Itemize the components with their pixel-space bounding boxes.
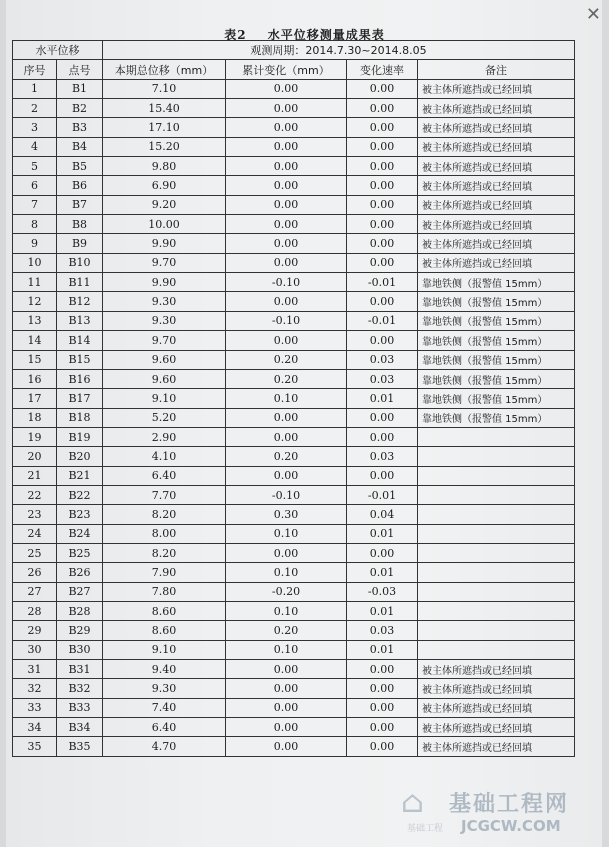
cell-total-displacement: 15.20 (103, 137, 226, 156)
cell-point: B28 (57, 601, 103, 620)
cell-remarks: 被主体所遮挡或已经回填 (418, 698, 575, 717)
cell-index: 7 (13, 195, 57, 214)
cell-total-displacement: 9.60 (103, 350, 226, 369)
cell-index: 3 (13, 118, 57, 137)
cell-index: 9 (13, 234, 57, 253)
cell-point: B4 (57, 137, 103, 156)
cell-index: 25 (13, 543, 57, 562)
cell-cumulative-change: 0.00 (226, 118, 347, 137)
table-row (13, 447, 575, 466)
cell-cumulative-change: -0.10 (226, 311, 347, 330)
cell-point: B20 (57, 447, 103, 466)
cell-cumulative-change: 0.20 (226, 447, 347, 466)
cell-point: B15 (57, 350, 103, 369)
cell-remarks (418, 447, 575, 466)
cell-cumulative-change: 0.00 (226, 176, 347, 195)
cell-change-rate: 0.00 (347, 234, 418, 253)
cell-point: B9 (57, 234, 103, 253)
col-header-index: 序号 (13, 60, 57, 79)
cell-change-rate: 0.00 (347, 427, 418, 446)
cell-index: 11 (13, 273, 57, 292)
cell-remarks (418, 485, 575, 504)
cell-remarks: 靠地铁侧（报警值 15mm） (418, 369, 575, 388)
cell-index: 26 (13, 563, 57, 582)
cell-change-rate: 0.00 (347, 253, 418, 272)
cell-total-displacement: 7.40 (103, 698, 226, 717)
cell-cumulative-change: 0.00 (226, 408, 347, 427)
table-row (13, 698, 575, 717)
cell-change-rate: -0.01 (347, 485, 418, 504)
cell-change-rate: 0.00 (347, 137, 418, 156)
cell-index: 5 (13, 157, 57, 176)
table-row (13, 737, 575, 756)
cell-cumulative-change: 0.00 (226, 157, 347, 176)
cell-index: 17 (13, 389, 57, 408)
cell-change-rate: 0.00 (347, 99, 418, 118)
cell-index: 6 (13, 176, 57, 195)
cell-index: 28 (13, 601, 57, 620)
table-row (13, 582, 575, 601)
watermark (401, 781, 601, 841)
cell-total-displacement: 6.90 (103, 176, 226, 195)
cell-total-displacement: 7.80 (103, 582, 226, 601)
cell-cumulative-change: -0.10 (226, 485, 347, 504)
cell-index: 34 (13, 718, 57, 737)
cell-index: 8 (13, 215, 57, 234)
cell-change-rate: 0.00 (347, 679, 418, 698)
cell-change-rate: 0.01 (347, 563, 418, 582)
cell-cumulative-change: 0.00 (226, 99, 347, 118)
col-header-point: 点号 (57, 60, 103, 79)
cell-remarks: 被主体所遮挡或已经回填 (418, 195, 575, 214)
cell-change-rate: 0.00 (347, 176, 418, 195)
header-row-2 (13, 60, 575, 79)
cell-change-rate: 0.00 (347, 292, 418, 311)
watermark-small: 基础工程 (407, 824, 444, 834)
cell-remarks: 被主体所遮挡或已经回填 (418, 176, 575, 195)
cell-total-displacement: 8.60 (103, 601, 226, 620)
cell-remarks: 靠地铁侧（报警值 15mm） (418, 408, 575, 427)
cell-cumulative-change: 0.00 (226, 137, 347, 156)
cell-index: 4 (13, 137, 57, 156)
table-row (13, 137, 575, 156)
cell-change-rate: 0.01 (347, 640, 418, 659)
cell-remarks: 被主体所遮挡或已经回填 (418, 679, 575, 698)
cell-cumulative-change: 0.10 (226, 601, 347, 620)
cell-total-displacement: 9.70 (103, 253, 226, 272)
cell-point: B11 (57, 273, 103, 292)
table-row (13, 640, 575, 659)
cell-point: B1 (57, 79, 103, 98)
cell-index: 16 (13, 369, 57, 388)
cell-point: B14 (57, 331, 103, 350)
cell-change-rate: 0.00 (347, 157, 418, 176)
table-row (13, 157, 575, 176)
cell-change-rate: 0.01 (347, 524, 418, 543)
cell-index: 19 (13, 427, 57, 446)
table-row (13, 543, 575, 562)
table-row (13, 524, 575, 543)
table-row (13, 369, 575, 388)
cell-point: B26 (57, 563, 103, 582)
cell-remarks (418, 601, 575, 620)
cell-point: B3 (57, 118, 103, 137)
cell-cumulative-change: 0.00 (226, 331, 347, 350)
cell-index: 30 (13, 640, 57, 659)
cell-change-rate: 0.03 (347, 350, 418, 369)
cell-remarks (418, 524, 575, 543)
cell-cumulative-change: 0.00 (226, 466, 347, 485)
cell-change-rate: 0.00 (347, 718, 418, 737)
cell-change-rate: 0.03 (347, 369, 418, 388)
table-row (13, 718, 575, 737)
cell-point: B5 (57, 157, 103, 176)
cell-point: B2 (57, 99, 103, 118)
table-row (13, 311, 575, 330)
cell-remarks: 靠地铁侧（报警值 15mm） (418, 273, 575, 292)
cell-total-displacement: 8.60 (103, 621, 226, 640)
cell-remarks: 靠地铁侧（报警值 15mm） (418, 350, 575, 369)
cell-point: B12 (57, 292, 103, 311)
cell-cumulative-change: 0.00 (226, 718, 347, 737)
cell-cumulative-change: 0.10 (226, 524, 347, 543)
cell-index: 33 (13, 698, 57, 717)
cell-total-displacement: 7.70 (103, 485, 226, 504)
cell-cumulative-change: 0.20 (226, 621, 347, 640)
cell-point: B24 (57, 524, 103, 543)
col-header-cumulative-change: 累计变化（mm） (226, 60, 347, 79)
cell-remarks: 被主体所遮挡或已经回填 (418, 137, 575, 156)
cell-total-displacement: 9.30 (103, 292, 226, 311)
table-row (13, 679, 575, 698)
cell-total-displacement: 8.20 (103, 505, 226, 524)
cell-cumulative-change: -0.10 (226, 273, 347, 292)
cell-change-rate: -0.01 (347, 311, 418, 330)
cell-index: 2 (13, 99, 57, 118)
cell-point: B13 (57, 311, 103, 330)
cell-change-rate: 0.00 (347, 543, 418, 562)
cell-point: B33 (57, 698, 103, 717)
cell-cumulative-change: 0.00 (226, 698, 347, 717)
table-row (13, 195, 575, 214)
cell-point: B21 (57, 466, 103, 485)
cell-point: B25 (57, 543, 103, 562)
cell-total-displacement: 5.20 (103, 408, 226, 427)
cell-cumulative-change: 0.10 (226, 640, 347, 659)
cell-total-displacement: 6.40 (103, 466, 226, 485)
cell-change-rate: 0.04 (347, 505, 418, 524)
cell-point: B29 (57, 621, 103, 640)
table-row (13, 466, 575, 485)
table-row (13, 234, 575, 253)
cell-remarks: 靠地铁侧（报警值 15mm） (418, 292, 575, 311)
cell-remarks: 被主体所遮挡或已经回填 (418, 234, 575, 253)
cell-change-rate: 0.00 (347, 737, 418, 756)
cell-change-rate: 0.01 (347, 389, 418, 408)
cell-total-displacement: 8.20 (103, 543, 226, 562)
cell-remarks (418, 543, 575, 562)
cell-cumulative-change: 0.00 (226, 679, 347, 698)
cell-remarks: 被主体所遮挡或已经回填 (418, 157, 575, 176)
cell-index: 13 (13, 311, 57, 330)
cell-point: B7 (57, 195, 103, 214)
cell-change-rate: 0.00 (347, 118, 418, 137)
cell-total-displacement: 4.70 (103, 737, 226, 756)
cell-cumulative-change: 0.00 (226, 195, 347, 214)
cell-total-displacement: 9.90 (103, 273, 226, 292)
table-row (13, 485, 575, 504)
cell-cumulative-change: 0.00 (226, 234, 347, 253)
cell-change-rate: 0.03 (347, 447, 418, 466)
category-header: 水平位移 (13, 41, 103, 60)
cell-total-displacement: 15.40 (103, 99, 226, 118)
cell-change-rate: -0.01 (347, 273, 418, 292)
table-row (13, 621, 575, 640)
cell-index: 31 (13, 660, 57, 679)
cell-total-displacement: 7.10 (103, 79, 226, 98)
cell-index: 12 (13, 292, 57, 311)
table-row (13, 408, 575, 427)
cell-remarks: 被主体所遮挡或已经回填 (418, 79, 575, 98)
table-row (13, 389, 575, 408)
table-row (13, 273, 575, 292)
cell-index: 22 (13, 485, 57, 504)
cell-index: 29 (13, 621, 57, 640)
table-row (13, 215, 575, 234)
table-row (13, 563, 575, 582)
table-row (13, 427, 575, 446)
cell-cumulative-change: 0.20 (226, 369, 347, 388)
cell-remarks: 被主体所遮挡或已经回填 (418, 253, 575, 272)
cell-point: B34 (57, 718, 103, 737)
table-row (13, 292, 575, 311)
cell-change-rate: 0.00 (347, 331, 418, 350)
cell-cumulative-change: 0.10 (226, 563, 347, 582)
watermark-cn: 基础工程网 (449, 792, 570, 817)
cell-point: B31 (57, 660, 103, 679)
cell-index: 32 (13, 679, 57, 698)
cell-remarks: 被主体所遮挡或已经回填 (418, 660, 575, 679)
cell-remarks: 被主体所遮挡或已经回填 (418, 215, 575, 234)
cell-total-displacement: 6.40 (103, 718, 226, 737)
table-title-text: 水平位移测量成果表 (267, 28, 385, 42)
table-row (13, 350, 575, 369)
watermark-en: JCGCW.COM (461, 817, 561, 835)
cell-total-displacement: 9.80 (103, 157, 226, 176)
cell-point: B19 (57, 427, 103, 446)
cell-change-rate: 0.01 (347, 601, 418, 620)
cell-total-displacement: 9.10 (103, 640, 226, 659)
cell-index: 18 (13, 408, 57, 427)
cell-total-displacement: 9.20 (103, 195, 226, 214)
col-header-total-displacement: 本期总位移（mm） (103, 60, 226, 79)
table-row (13, 99, 575, 118)
cell-total-displacement: 7.90 (103, 563, 226, 582)
cell-change-rate: 0.00 (347, 660, 418, 679)
cell-point: B16 (57, 369, 103, 388)
cell-point: B23 (57, 505, 103, 524)
cell-point: B17 (57, 389, 103, 408)
table-row (13, 331, 575, 350)
watermark-logo-icon: ⌂ (401, 785, 424, 820)
cell-point: B10 (57, 253, 103, 272)
cell-total-displacement: 9.90 (103, 234, 226, 253)
cell-total-displacement: 8.00 (103, 524, 226, 543)
table-row (13, 79, 575, 98)
cell-total-displacement: 17.10 (103, 118, 226, 137)
cell-total-displacement: 9.30 (103, 679, 226, 698)
cell-total-displacement: 4.10 (103, 447, 226, 466)
cell-total-displacement: 9.30 (103, 311, 226, 330)
table-row (13, 601, 575, 620)
cell-cumulative-change: 0.00 (226, 292, 347, 311)
cell-total-displacement: 9.70 (103, 331, 226, 350)
table-row (13, 505, 575, 524)
displacement-table (12, 40, 575, 757)
cell-change-rate: 0.00 (347, 195, 418, 214)
cell-total-displacement: 2.90 (103, 427, 226, 446)
cell-index: 1 (13, 79, 57, 98)
cell-remarks (418, 427, 575, 446)
cell-remarks (418, 621, 575, 640)
cell-total-displacement: 9.60 (103, 369, 226, 388)
cell-remarks: 被主体所遮挡或已经回填 (418, 118, 575, 137)
cell-cumulative-change: -0.20 (226, 582, 347, 601)
cell-point: B32 (57, 679, 103, 698)
cell-point: B30 (57, 640, 103, 659)
cell-index: 27 (13, 582, 57, 601)
table-row (13, 118, 575, 137)
cell-remarks: 靠地铁侧（报警值 15mm） (418, 331, 575, 350)
cell-point: B35 (57, 737, 103, 756)
table-row (13, 660, 575, 679)
cell-cumulative-change: 0.30 (226, 505, 347, 524)
cell-cumulative-change: 0.00 (226, 737, 347, 756)
cell-point: B6 (57, 176, 103, 195)
cell-remarks: 靠地铁侧（报警值 15mm） (418, 311, 575, 330)
cell-index: 35 (13, 737, 57, 756)
table-row (13, 253, 575, 272)
cell-total-displacement: 9.40 (103, 660, 226, 679)
cell-remarks: 被主体所遮挡或已经回填 (418, 99, 575, 118)
cell-change-rate: 0.00 (347, 466, 418, 485)
header-row-1 (13, 41, 575, 60)
cell-remarks (418, 505, 575, 524)
cell-cumulative-change: 0.00 (226, 215, 347, 234)
cell-remarks (418, 582, 575, 601)
table-number: 表2 (224, 28, 247, 42)
cell-index: 15 (13, 350, 57, 369)
cell-index: 23 (13, 505, 57, 524)
cell-cumulative-change: 0.00 (226, 79, 347, 98)
cell-total-displacement: 9.10 (103, 389, 226, 408)
cell-point: B27 (57, 582, 103, 601)
cell-point: B18 (57, 408, 103, 427)
cell-change-rate: 0.00 (347, 215, 418, 234)
cell-remarks (418, 640, 575, 659)
cell-cumulative-change: 0.00 (226, 427, 347, 446)
close-icon[interactable]: ✕ (585, 4, 601, 25)
cell-remarks (418, 466, 575, 485)
cell-change-rate: 0.00 (347, 698, 418, 717)
cell-index: 14 (13, 331, 57, 350)
cell-cumulative-change: 0.00 (226, 253, 347, 272)
cell-change-rate: 0.03 (347, 621, 418, 640)
cell-cumulative-change: 0.10 (226, 389, 347, 408)
cell-remarks: 被主体所遮挡或已经回填 (418, 737, 575, 756)
col-header-remarks: 备注 (418, 60, 575, 79)
cell-total-displacement: 10.00 (103, 215, 226, 234)
cell-remarks: 靠地铁侧（报警值 15mm） (418, 389, 575, 408)
cell-point: B22 (57, 485, 103, 504)
cell-cumulative-change: 0.00 (226, 660, 347, 679)
cell-point: B8 (57, 215, 103, 234)
cell-cumulative-change: 0.00 (226, 543, 347, 562)
cell-cumulative-change: 0.20 (226, 350, 347, 369)
cell-index: 20 (13, 447, 57, 466)
cell-index: 21 (13, 466, 57, 485)
cell-change-rate: 0.00 (347, 79, 418, 98)
cell-change-rate: -0.03 (347, 582, 418, 601)
cell-remarks: 被主体所遮挡或已经回填 (418, 718, 575, 737)
cell-change-rate: 0.00 (347, 408, 418, 427)
period-header: 观测周期：2014.7.30~2014.8.05 (103, 41, 575, 60)
table-row (13, 176, 575, 195)
cell-index: 24 (13, 524, 57, 543)
col-header-change-rate: 变化速率 (347, 60, 418, 79)
cell-remarks (418, 563, 575, 582)
cell-index: 10 (13, 253, 57, 272)
